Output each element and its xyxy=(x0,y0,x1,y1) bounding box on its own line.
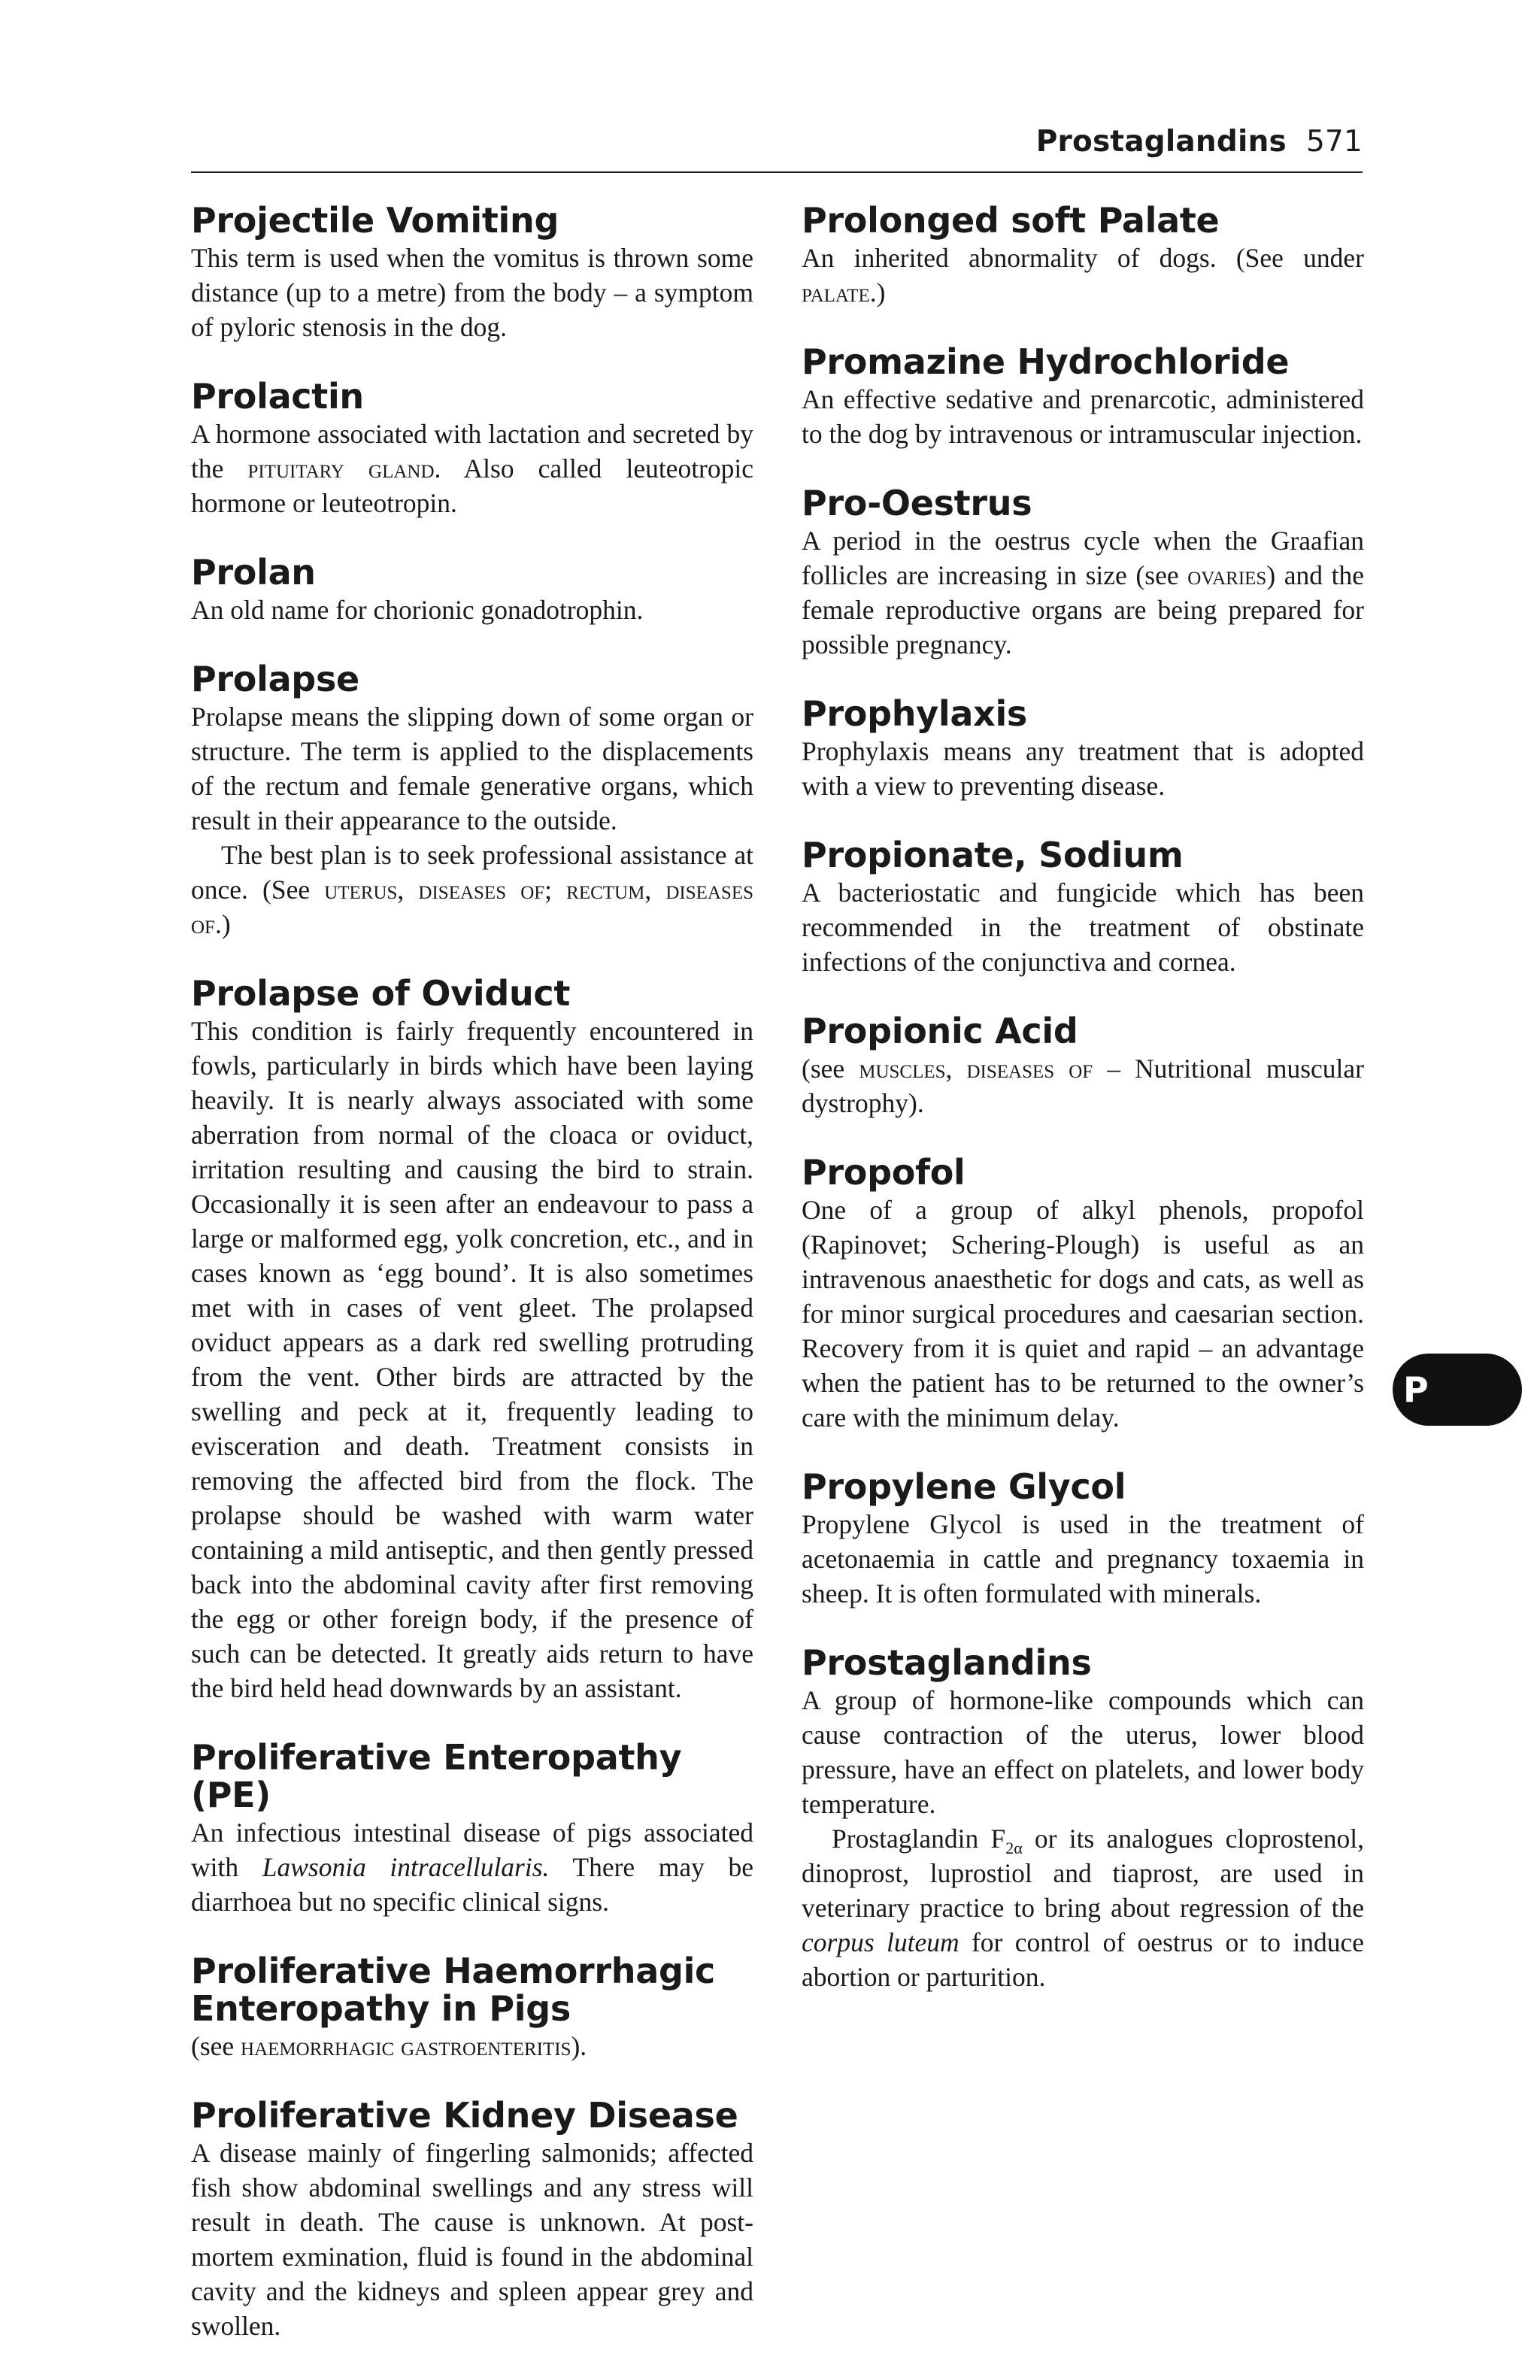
text-run: ( xyxy=(802,1054,811,1084)
text-run: .) xyxy=(869,277,886,308)
text-run: . Also called leuteotropic hormone or leuteotropin. xyxy=(191,453,753,518)
see-label: see xyxy=(810,1054,845,1084)
text-run: ) and the female reproductive organs are being prepared for possible pregnancy. xyxy=(802,560,1364,659)
entry-title: Prostaglandins xyxy=(802,1642,1092,1683)
see-label: see xyxy=(199,2031,235,2061)
text-run: An inherited abnormality of dogs. ( xyxy=(802,243,1245,273)
text-run: ; xyxy=(544,875,567,905)
text-run: ). xyxy=(571,2031,587,2061)
entry-text: This condition is fairly frequently encountered in fowls, particularly in birds which have been laying heavily. It is nearly always associated with some aberration from normal of the cloaca or oviduct, irritation resulting and causing the bird to strain. Occasionally it is seen after an endeavour to pass a large or malformed egg, yolk concretion, etc., and in cases known as ‘egg bound’. It is also sometimes met with in cases of vent gleet. The prolapsed oviduct appears as a dark red swelling protruding from the vent. Other birds are attracted by the swelling and peck at it, frequently leading to evisceration and death. Treatment consists in removing the affected bird from the flock. The prolapse should be washed with warm water containing a mild antiseptic, and then gently pressed back into the abdominal cavity after first removing the egg or other foreign body, if the presence of such can be detected. It greatly aids return to have the bird held head downwards by an assistant. xyxy=(191,1016,753,1703)
entry-prolonged-soft-palate xyxy=(802,202,1364,310)
text-run: or its analogues cloprostenol, dinoprost, luprostiol and tiaprost, are used in veterinary practice to bring about regression of the xyxy=(802,1824,1364,1923)
anatomy-term: corpus luteum xyxy=(802,1927,959,1957)
entry-text xyxy=(802,241,1364,310)
entry-prolapse-of-oviduct xyxy=(191,975,753,1705)
entry-pro-oestrus xyxy=(802,484,1364,662)
entry-title: Proliferative Kidney Disease xyxy=(191,2095,738,2136)
entry-proliferative-kidney-disease xyxy=(191,2097,753,2343)
left-column xyxy=(191,202,753,2376)
entry-text xyxy=(802,523,1364,662)
page-number: 571 xyxy=(1305,125,1363,159)
cross-reference: ovaries xyxy=(1187,560,1267,590)
entry-title: Projectile Vomiting xyxy=(191,200,559,241)
text-run: An infectious intestinal disease of pigs associated with xyxy=(191,1818,753,1882)
text-run: ( xyxy=(191,2031,200,2061)
entry-text xyxy=(191,1815,753,1919)
cross-reference: pituitary gland xyxy=(247,453,435,484)
entry-prostaglandins xyxy=(802,1644,1364,1994)
text-run: The best plan is to seek professional assistance at once. ( xyxy=(191,840,753,905)
text-run: Prostaglandin F xyxy=(832,1824,1006,1854)
cross-reference: rectum, diseases of xyxy=(191,875,753,939)
entry-text xyxy=(191,417,753,520)
cross-reference: palate xyxy=(802,277,870,308)
entry-title: Prolapse of Oviduct xyxy=(191,973,571,1014)
header-rule xyxy=(191,171,1363,173)
entry-title: Prophylaxis xyxy=(802,693,1027,734)
entry-proliferative-enteropathy xyxy=(191,1739,753,1919)
cross-reference: muscles, diseases of xyxy=(859,1054,1093,1084)
entry-propofol xyxy=(802,1154,1364,1435)
text-run: – Nutritional muscular dystrophy). xyxy=(802,1054,1364,1118)
entry-text-2 xyxy=(191,838,753,941)
cross-reference: uterus, diseases of xyxy=(324,875,545,905)
entry-text: A group of hormone-like compounds which can cause contraction of the uterus, lower blood pressure, have an effect on platelets, and lower body temperature. xyxy=(802,1685,1364,1819)
entry-text-2 xyxy=(802,1821,1364,1994)
entry-title: Proliferative Enteropathy (PE) xyxy=(191,1737,682,1815)
entry-title: Prolactin xyxy=(191,376,364,417)
entry-prolan xyxy=(191,553,753,627)
entry-title: Prolan xyxy=(191,552,316,593)
entry-prophylaxis xyxy=(802,695,1364,803)
text-run: A period in the oestrus cycle when the Graafian follicles are increasing in size ( xyxy=(802,526,1364,590)
entry-title: Prolonged soft Palate xyxy=(802,200,1220,241)
entry-title: Pro-Oestrus xyxy=(802,483,1032,523)
species-name: Lawsonia intracellularis. xyxy=(262,1852,550,1882)
text-run: for control of oestrus or to induce abortion or parturition. xyxy=(802,1927,1365,1992)
entry-projectile-vomiting xyxy=(191,202,753,344)
entry-title: Propionate, Sodium xyxy=(802,835,1184,875)
entry-text xyxy=(191,2029,753,2063)
entry-title: Proliferative Haemorrhagic Enteropathy in Pigs xyxy=(191,1951,716,2029)
see-label: See under xyxy=(1244,243,1364,273)
entry-promazine-hydrochloride xyxy=(802,343,1364,451)
entry-prolapse xyxy=(191,660,753,941)
see-label: see xyxy=(1144,560,1179,590)
entry-text xyxy=(802,1051,1364,1120)
text-run: There may be diarrhoea but no specific clinical signs. xyxy=(191,1852,753,1917)
right-column xyxy=(802,202,1364,2027)
thumb-tab-letter: P xyxy=(1403,1369,1429,1410)
entry-text: Prolapse means the slipping down of some organ or structure. The term is applied to the displacements of the rectum and female generative organs, which result in their appearance to the outside. xyxy=(191,702,753,835)
running-title: Prostaglandins xyxy=(1035,125,1287,159)
entry-text: A bacteriostatic and fungicide which has been recommended in the treatment of obstinate infections of the conjunctiva and cornea. xyxy=(802,878,1364,977)
entry-title: Propionic Acid xyxy=(802,1011,1078,1051)
entry-propylene-glycol xyxy=(802,1468,1364,1611)
entry-title: Propofol xyxy=(802,1152,966,1193)
text-run: A hormone associated with lactation and secreted by the xyxy=(191,419,753,484)
subscript: 2α xyxy=(1005,1839,1023,1858)
entry-prolactin xyxy=(191,377,753,520)
entry-text: An old name for chorionic gonadotrophin. xyxy=(191,595,644,625)
entry-text: Propylene Glycol is used in the treatment of acetonaemia in cattle and pregnancy toxaemia in sheep. It is often formulated with minerals. xyxy=(802,1509,1364,1608)
entry-proliferative-haemorrhagic-enteropathy xyxy=(191,1952,753,2063)
entry-title: Propylene Glycol xyxy=(802,1466,1126,1507)
entry-title: Prolapse xyxy=(191,659,359,699)
entry-text: An effective sedative and prenarcotic, administered to the dog by intravenous or intramuscular injection. xyxy=(802,384,1364,449)
running-head xyxy=(191,125,1363,159)
text-run: .) xyxy=(214,909,231,939)
entry-title: Promazine Hydrochloride xyxy=(802,341,1290,382)
entry-propionate-sodium xyxy=(802,836,1364,979)
entry-text: A disease mainly of fingerling salmonids; affected fish show abdominal swellings and any stress will result in death. The cause is unknown. At post-mortem exmination, fluid is found in the abdominal cavity and the kidneys and spleen appear grey and swollen. xyxy=(191,2138,753,2341)
entry-text: This term is used when the vomitus is thrown some distance (up to a metre) from the body – a symptom of pyloric stenosis in the dog. xyxy=(191,243,753,342)
entry-propionic-acid xyxy=(802,1012,1364,1120)
cross-reference: haemorrhagic gastroenteritis xyxy=(241,2031,571,2061)
section-thumb-tab xyxy=(1393,1354,1522,1426)
entry-text: Prophylaxis means any treatment that is adopted with a view to preventing disease. xyxy=(802,736,1364,801)
see-label: See xyxy=(271,875,311,905)
entry-text: One of a group of alkyl phenols, propofol (Rapinovet; Schering-Plough) is useful as an intravenous anaesthetic for dogs and cats, as well as for minor surgical procedures and caesarian section. Recovery from it is quiet and rapid – an advantage when the patient has to be returned to the owner’s care with the minimum delay. xyxy=(802,1195,1364,1433)
